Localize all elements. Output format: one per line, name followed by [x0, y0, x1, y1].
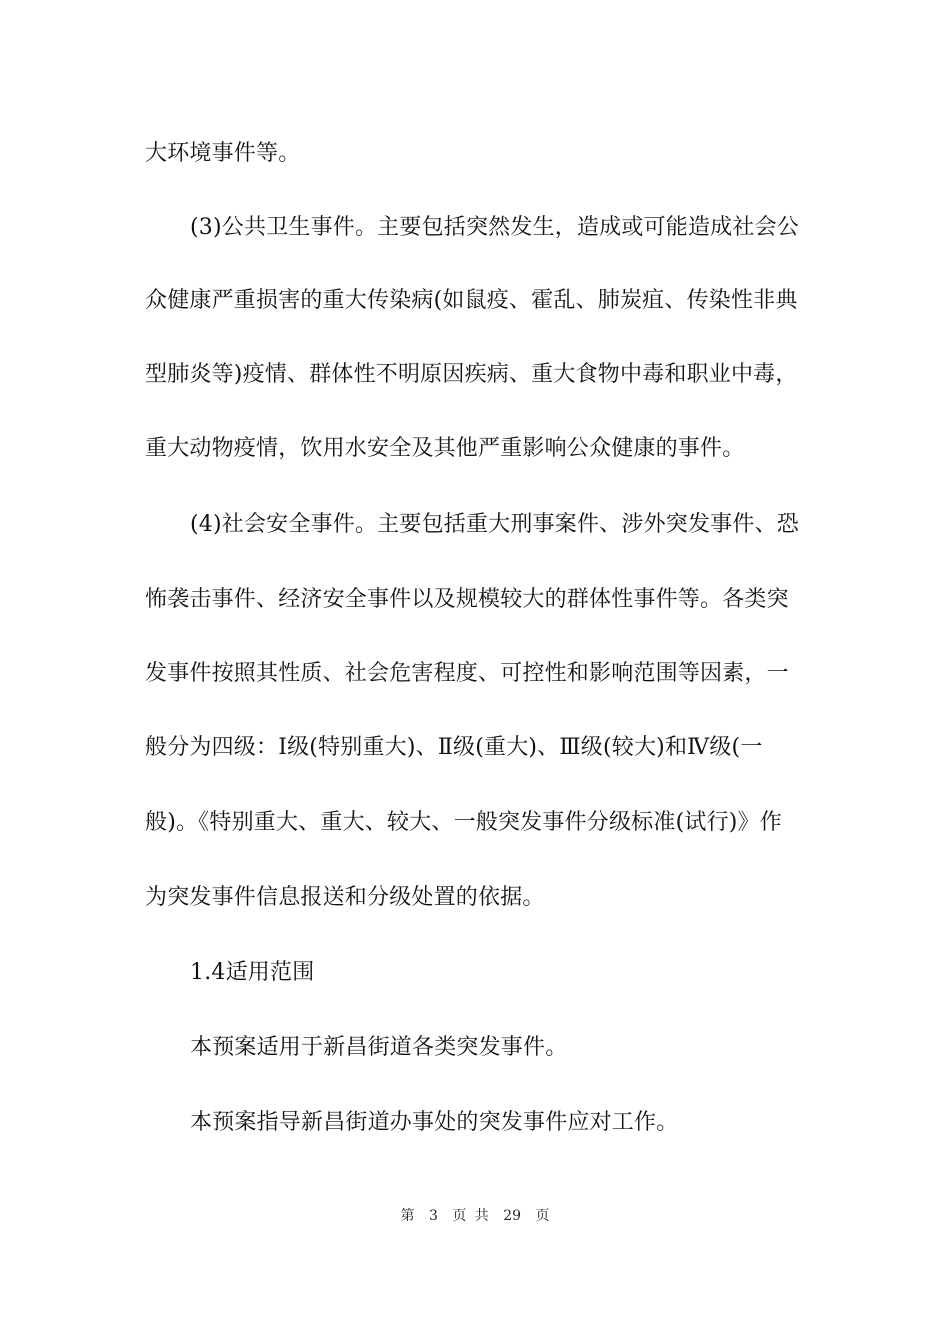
body-line: (4)社会安全事件。主要包括重大刑事案件、涉外突发事件、恐 [190, 512, 799, 537]
body-line: (3)公共卫生事件。主要包括突然发生，造成或可能造成社会公 [190, 215, 799, 240]
body-line: 般分为四级：Ⅰ级(特别重大)、Ⅱ级(重大)、Ⅲ级(较大)和Ⅳ级(一 [145, 735, 763, 760]
footer-middle: 页 共 [452, 1208, 489, 1224]
body-line: 发事件按照其性质、社会危害程度、可控性和影响范围等因素，一 [145, 661, 789, 686]
footer-prefix: 第 [400, 1208, 415, 1224]
page-footer [0, 1206, 950, 1226]
body-line: 型肺炎等)疫情、群体性不明原因疾病、重大食物中毒和职业中毒， [145, 362, 798, 387]
body-line: 为突发事件信息报送和分级处置的依据。 [145, 885, 545, 910]
section-heading: 1.4适用范围 [190, 960, 315, 985]
body-line: 重大动物疫情，饮用水安全及其他严重影响公众健康的事件。 [145, 436, 745, 461]
body-line: 众健康严重损害的重大传染病(如鼠疫、霍乱、肺炭疽、传染性非典 [145, 288, 798, 313]
body-line: 般)。《特别重大、重大、较大、一般突发事件分级标准(试行)》作 [145, 810, 782, 835]
body-line: 本预案指导新昌街道办事处的突发事件应对工作。 [190, 1110, 679, 1135]
footer-total-pages: 29 [503, 1208, 522, 1224]
body-line: 大环境事件等。 [145, 141, 301, 166]
footer-suffix: 页 [535, 1208, 550, 1224]
body-line: 本预案适用于新昌街道各类突发事件。 [190, 1035, 568, 1060]
footer-page-number: 3 [428, 1208, 438, 1224]
body-line: 怖袭击事件、经济安全事件以及规模较大的群体性事件等。各类突 [145, 587, 789, 612]
